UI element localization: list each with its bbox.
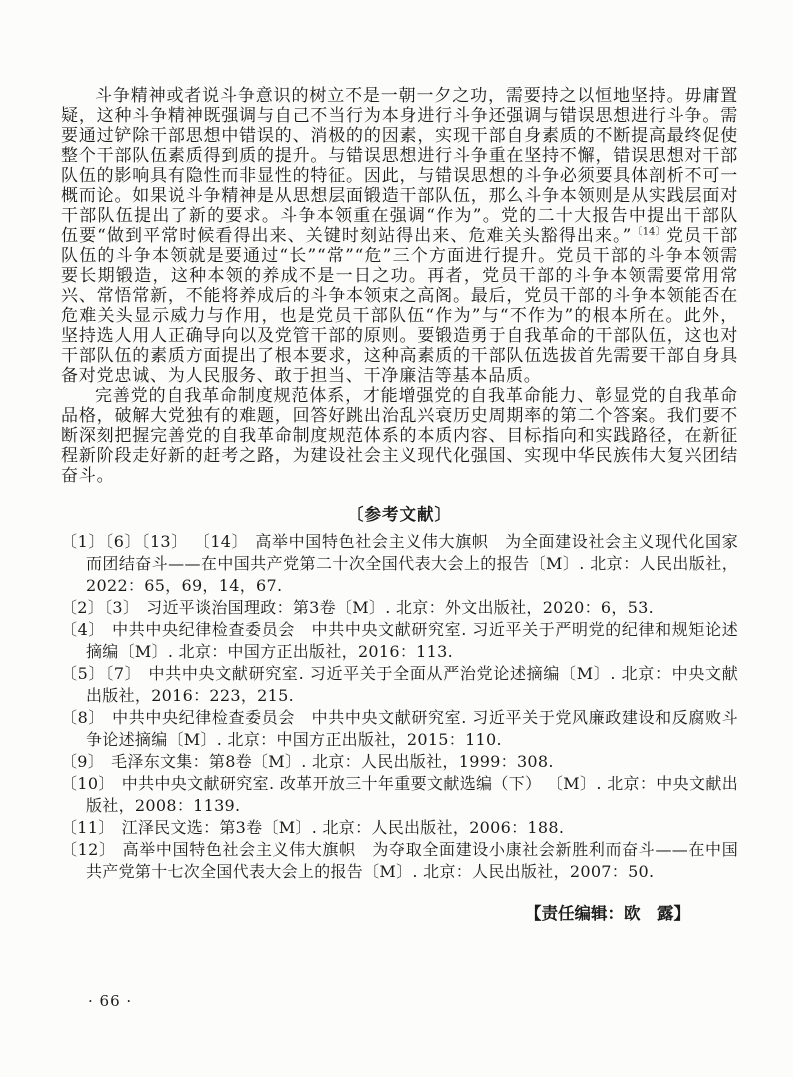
reference-text: 中共中央文献研究室. 改革开放三十年重要文献选编（下） 〔M〕. 北京：中央文献出版社，2008：1139. bbox=[86, 774, 738, 815]
reference-text: 中共中央纪律检查委员会 中共中央文献研究室. 习近平关于严明党的纪律和规矩论述摘编〔M〕. 北京：中国方正出版社，2016：113. bbox=[86, 620, 738, 661]
reference-text: 中共中央纪律检查委员会 中共中央文献研究室. 习近平关于党风廉政建设和反腐败斗争论述摘编〔M〕. 北京：中国方正出版社，2015：110. bbox=[86, 708, 738, 749]
reference-text: 高举中国特色社会主义伟大旗帜 为全面建设社会主义现代化国家而团结奋斗——在中国共产党第二十次全国代表大会上的报告〔M〕. 北京：人民出版社，2022：65，69，14，67. bbox=[86, 532, 739, 595]
reference-item bbox=[61, 619, 738, 663]
reference-number: 〔11〕 bbox=[61, 818, 115, 837]
reference-number: 〔1〕〔6〕〔13〕 〔14〕 bbox=[61, 532, 249, 551]
reference-number: 〔5〕〔7〕 bbox=[61, 664, 142, 683]
reference-item bbox=[61, 707, 738, 751]
reference-text: 中共中央文献研究室. 习近平关于全面从严治党论述摘编〔M〕. 北京：中央文献出版社，2016：223，215. bbox=[86, 664, 738, 705]
body-paragraph-2: 完善党的自我革命制度规范体系，才能增强党的自我革命能力、彰显党的自我革命品格，破解大党独有的难题，回答好跳出治乱兴衰历史周期率的第二个答案。我们要不断深刻把握完善党的自我革命制度规范体系的本质内容、目标指向和实践路径，在新征程新阶段走好新的赶考之路，为建设社会主义现代化强国、实现中华民族伟大复兴团结奋斗。 bbox=[61, 386, 738, 486]
reference-text: 习近平谈治国理政：第3卷〔M〕. 北京：外文出版社，2020：6，53. bbox=[146, 598, 655, 617]
editor-credit: 【责任编辑：欧 露】 bbox=[525, 904, 690, 923]
page-content bbox=[61, 86, 738, 924]
reference-number: 〔12〕 bbox=[61, 840, 116, 859]
reference-number: 〔10〕 bbox=[61, 774, 115, 793]
footnote-marker-14: 〔14〕 bbox=[632, 226, 666, 238]
reference-number: 〔2〕〔3〕 bbox=[61, 598, 140, 617]
reference-text: 毛泽东文集：第8卷〔M〕. 北京：人民出版社，1999：308. bbox=[111, 752, 554, 771]
body-paragraph-1 bbox=[61, 86, 738, 386]
page-number: · 66 · bbox=[88, 992, 133, 1010]
reference-number: 〔9〕 bbox=[61, 752, 105, 771]
reference-item bbox=[61, 773, 738, 817]
reference-number: 〔8〕 bbox=[61, 708, 106, 727]
reference-item bbox=[61, 817, 738, 839]
reference-item bbox=[61, 597, 738, 619]
references-list bbox=[61, 531, 738, 883]
paragraph-1-text-before-note: 斗争精神或者说斗争意识的树立不是一朝一夕之功，需要持之以恒地坚持。毋庸置疑，这种斗争精神既强调与自己不当行为本身进行斗争还强调与错误思想进行斗争。需要通过铲除干部思想中错误的、消极的的因素，实现干部自身素质的不断提高最终促使整个干部队伍素质得到质的提升。与错误思想进行斗争重在坚持不懈，错误思想对干部队伍的影响具有隐性而非显性的特征。因此，与错误思想的斗争必须要具体剖析不可一概而论。如果说斗争精神是从思想层面锻造干部队伍，那么斗争本领则是从实践层面对干部队伍提出了新的要求。斗争本领重在强调“作为”。党的二十大报告中提出干部队伍要“做到平常时候看得出来、关键时刻站得出来、危难关头豁得出来。” bbox=[61, 86, 738, 246]
reference-text: 高举中国特色社会主义伟大旗帜 为夺取全面建设小康社会新胜利而奋斗——在中国共产党第十七次全国代表大会上的报告〔M〕. 北京：人民出版社，2007：50. bbox=[86, 840, 739, 881]
reference-item bbox=[61, 839, 738, 883]
reference-number: 〔4〕 bbox=[61, 620, 106, 639]
reference-item bbox=[61, 751, 738, 773]
reference-item bbox=[61, 531, 738, 597]
reference-text: 江泽民文选：第3卷〔M〕. 北京：人民出版社，2006：188. bbox=[121, 818, 565, 837]
paragraph-1-text-after-note: 党员干部队伍的斗争本领就是要通过“长”“常”“危”三个方面进行提升。党员干部的斗争本领需要长期锻造，这种本领的养成不是一日之功。再者，党员干部的斗争本领需要常用常兴、常悟常新，不能将养成后的斗争本领束之高阁。最后，党员干部的斗争本领能否在危难关头显示威力与作用，也是党员干部队伍“作为”与“不作为”的根本所在。此外，坚持选人用人正确导向以及党管干部的原则。要锻造勇于自我革命的干部队伍，这也对干部队伍的素质方面提出了根本要求，这种高素质的干部队伍选拔首先需要干部自身具备对党忠诚、为人民服务、敢于担当、干净廉洁等基本品质。 bbox=[61, 226, 739, 386]
references-heading: 〔参考文献〕 bbox=[347, 505, 452, 524]
reference-item bbox=[61, 663, 738, 707]
